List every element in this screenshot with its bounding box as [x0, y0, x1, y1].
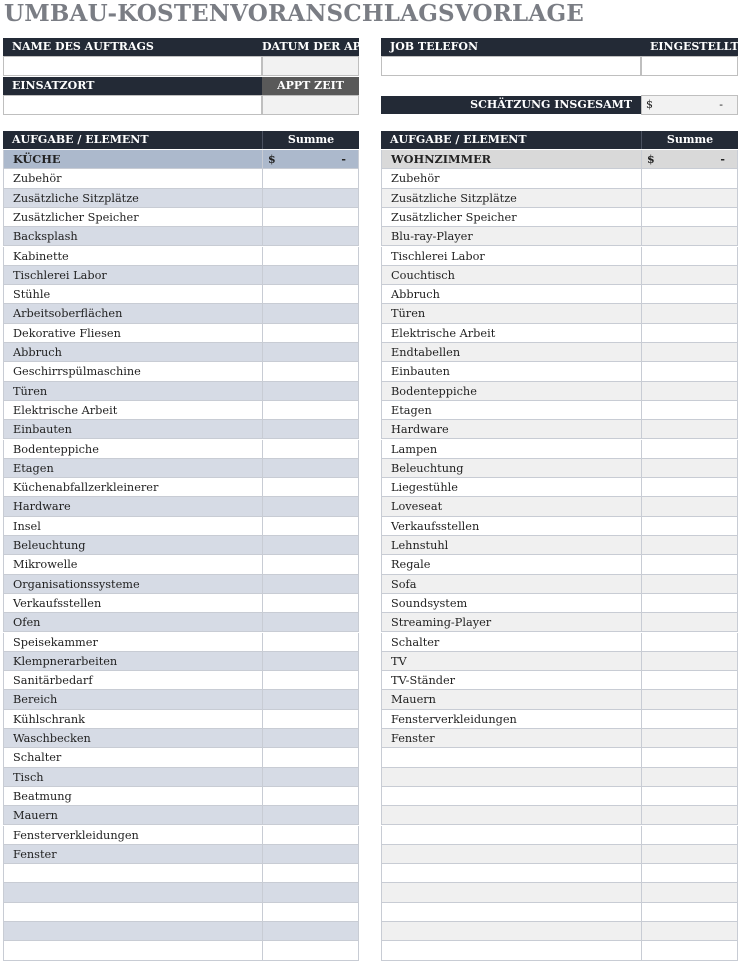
task-cell[interactable]: Mauern [4, 806, 263, 824]
sum-cell[interactable] [642, 401, 739, 419]
task-cell[interactable]: Türen [4, 382, 263, 400]
job-phone-label: JOB TELEFON [381, 38, 641, 56]
task-cell[interactable] [382, 787, 642, 805]
table-row [381, 864, 738, 883]
task-cell[interactable]: Hardware [382, 420, 642, 438]
sum-cell[interactable] [642, 710, 739, 728]
table-row [381, 922, 738, 941]
table-row [3, 343, 359, 362]
task-cell[interactable]: Bodenteppiche [4, 440, 263, 458]
sum-cell[interactable] [642, 285, 739, 303]
task-cell[interactable]: Backsplash [4, 227, 263, 245]
sum-cell[interactable] [642, 806, 739, 824]
category-currency: $ [268, 153, 276, 166]
table-row [381, 633, 738, 652]
sum-cell[interactable] [642, 536, 739, 554]
table-row [3, 690, 359, 709]
task-cell[interactable]: Zusätzlicher Speicher [4, 208, 263, 226]
task-cell[interactable]: Zusätzliche Sitzplätze [4, 189, 263, 207]
sum-cell[interactable] [263, 806, 360, 824]
sum-cell[interactable] [642, 555, 739, 573]
table-row [3, 478, 359, 497]
table-row [381, 208, 738, 227]
sum-cell[interactable] [263, 189, 360, 207]
sum-cell[interactable] [263, 748, 360, 766]
hired-input[interactable] [641, 56, 738, 76]
task-cell[interactable]: Stühle [4, 285, 263, 303]
sum-cell[interactable] [642, 864, 739, 882]
category-amount: - [341, 153, 346, 166]
task-cell[interactable] [4, 903, 263, 921]
task-cell[interactable]: Kühlschrank [4, 710, 263, 728]
task-cell[interactable]: Etagen [4, 459, 263, 477]
task-cell[interactable]: Zubehör [382, 169, 642, 187]
sum-cell[interactable] [642, 420, 739, 438]
sum-cell[interactable] [642, 903, 739, 921]
sum-cell[interactable] [642, 208, 739, 226]
sum-cell[interactable] [642, 227, 739, 245]
table-row [3, 227, 359, 246]
sum-cell[interactable] [263, 633, 360, 651]
sum-cell[interactable] [642, 787, 739, 805]
table-row [381, 671, 738, 690]
table-row [3, 536, 359, 555]
sum-cell[interactable] [642, 478, 739, 496]
task-cell[interactable]: Speisekammer [4, 633, 263, 651]
sum-cell[interactable] [642, 266, 739, 284]
category-row [381, 150, 738, 169]
sum-cell[interactable] [642, 459, 739, 477]
table-row [381, 787, 738, 806]
table-row [381, 266, 738, 285]
hired-label: EINGESTELLT V [641, 38, 738, 56]
estimate-total-value [641, 95, 738, 115]
table-row [3, 555, 359, 574]
task-cell[interactable]: Türen [382, 304, 642, 322]
job-name-input[interactable] [3, 56, 262, 76]
task-cell[interactable]: Einbauten [4, 420, 263, 438]
task-cell[interactable]: Fensterverkleidungen [382, 710, 642, 728]
sum-cell[interactable] [263, 420, 360, 438]
table-row [3, 787, 359, 806]
table-row [3, 304, 359, 323]
sum-cell[interactable] [642, 304, 739, 322]
sum-cell[interactable] [263, 729, 360, 747]
category-label[interactable]: KÜCHE [4, 150, 263, 168]
task-cell[interactable]: Elektrische Arbeit [382, 324, 642, 342]
task-cell[interactable]: Schalter [382, 633, 642, 651]
category-currency: $ [647, 153, 655, 166]
appt-time-label: APPT ZEIT [262, 77, 359, 95]
sum-cell[interactable] [263, 883, 360, 901]
appt-date-input[interactable] [262, 56, 359, 76]
task-cell[interactable]: Zusätzliche Sitzplätze [382, 189, 642, 207]
task-cell[interactable]: Endtabellen [382, 343, 642, 361]
task-cell[interactable]: Bodenteppiche [382, 382, 642, 400]
sum-cell[interactable] [642, 497, 739, 515]
sum-cell[interactable] [642, 189, 739, 207]
sum-cell[interactable] [263, 941, 360, 959]
table-row [3, 826, 359, 845]
sum-cell[interactable] [642, 247, 739, 265]
task-cell[interactable] [382, 845, 642, 863]
job-phone-input[interactable] [381, 56, 641, 76]
task-cell[interactable]: Hardware [4, 497, 263, 515]
table-row [3, 633, 359, 652]
table-row [3, 517, 359, 536]
right-task-header: AUFGABE / ELEMENT [381, 131, 641, 149]
sum-cell[interactable] [263, 671, 360, 689]
task-cell[interactable]: Elektrische Arbeit [4, 401, 263, 419]
sum-cell[interactable] [642, 652, 739, 670]
table-row [381, 826, 738, 845]
table-row [381, 189, 738, 208]
table-row [3, 247, 359, 266]
task-cell[interactable]: Fenster [4, 845, 263, 863]
table-row [381, 652, 738, 671]
appt-date-label: DATUM DER APPT [262, 38, 359, 56]
task-cell[interactable]: Couchtisch [382, 266, 642, 284]
sum-cell[interactable] [263, 324, 360, 342]
table-row [381, 883, 738, 902]
category-sum[interactable] [263, 150, 360, 168]
sum-cell[interactable] [642, 845, 739, 863]
task-cell[interactable] [382, 826, 642, 844]
task-cell[interactable]: Waschbecken [4, 729, 263, 747]
category-sum[interactable] [642, 150, 739, 168]
sum-cell[interactable] [263, 555, 360, 573]
table-row [3, 748, 359, 767]
sum-cell[interactable] [642, 594, 739, 612]
table-row [381, 845, 738, 864]
table-row [3, 401, 359, 420]
task-cell[interactable]: Beatmung [4, 787, 263, 805]
task-cell[interactable]: Fensterverkleidungen [4, 826, 263, 844]
sum-cell[interactable] [642, 440, 739, 458]
sum-cell[interactable] [642, 768, 739, 786]
table-row [381, 304, 738, 323]
table-row [381, 941, 738, 960]
task-cell[interactable]: Loveseat [382, 497, 642, 515]
task-cell[interactable]: Lampen [382, 440, 642, 458]
sum-cell[interactable] [642, 748, 739, 766]
sum-cell[interactable] [263, 169, 360, 187]
sum-cell[interactable] [263, 401, 360, 419]
task-cell[interactable]: Küchenabfallzerkleinerer [4, 478, 263, 496]
table-row [3, 941, 359, 960]
task-cell[interactable] [382, 748, 642, 766]
category-row [3, 150, 359, 169]
table-row [381, 594, 738, 613]
sum-cell[interactable] [642, 382, 739, 400]
table-row [3, 710, 359, 729]
task-cell[interactable] [382, 883, 642, 901]
table-row [381, 768, 738, 787]
sum-cell[interactable] [642, 362, 739, 380]
job-name-label: NAME DES AUFTRAGS [3, 38, 262, 56]
table-row [3, 652, 359, 671]
task-cell[interactable]: Insel [4, 517, 263, 535]
task-cell[interactable]: Blu-ray-Player [382, 227, 642, 245]
sum-cell[interactable] [642, 826, 739, 844]
table-row [381, 729, 738, 748]
task-cell[interactable]: Abbruch [4, 343, 263, 361]
sum-cell[interactable] [642, 922, 739, 940]
table-row [3, 324, 359, 343]
sum-cell[interactable] [263, 922, 360, 940]
table-row [381, 575, 738, 594]
task-cell[interactable]: Zubehör [4, 169, 263, 187]
table-row [3, 362, 359, 381]
table-row [3, 420, 359, 439]
table-row [381, 401, 738, 420]
sum-cell[interactable] [642, 883, 739, 901]
task-cell[interactable]: TV [382, 652, 642, 670]
task-cell[interactable]: Tischlerei Labor [4, 266, 263, 284]
table-row [381, 536, 738, 555]
task-cell[interactable]: Tischlerei Labor [382, 247, 642, 265]
table-row [381, 227, 738, 246]
task-cell[interactable] [382, 806, 642, 824]
table-row [381, 710, 738, 729]
sum-cell[interactable] [263, 575, 360, 593]
sum-cell[interactable] [642, 633, 739, 651]
sum-cell[interactable] [263, 517, 360, 535]
task-cell[interactable]: Beleuchtung [4, 536, 263, 554]
task-cell[interactable]: Sanitärbedarf [4, 671, 263, 689]
task-cell[interactable] [382, 922, 642, 940]
table-row [381, 613, 738, 632]
table-row [381, 382, 738, 401]
task-cell[interactable]: Sofa [382, 575, 642, 593]
task-cell[interactable]: Schalter [4, 748, 263, 766]
sum-cell[interactable] [263, 787, 360, 805]
sum-cell[interactable] [263, 497, 360, 515]
estimate-total-amount: - [719, 98, 723, 111]
table-row [3, 922, 359, 941]
sum-cell[interactable] [263, 536, 360, 554]
table-row [381, 497, 738, 516]
task-cell[interactable] [4, 883, 263, 901]
table-row [381, 748, 738, 767]
table-row [3, 169, 359, 188]
task-cell[interactable]: Ofen [4, 613, 263, 631]
task-cell[interactable]: Liegestühle [382, 478, 642, 496]
sum-cell[interactable] [263, 710, 360, 728]
estimate-total-currency: $ [646, 98, 653, 111]
task-cell[interactable] [4, 941, 263, 959]
task-cell[interactable]: Regale [382, 555, 642, 573]
task-cell[interactable]: Lehnstuhl [382, 536, 642, 554]
category-amount: - [720, 153, 725, 166]
table-row [381, 343, 738, 362]
task-cell[interactable]: Verkaufsstellen [4, 594, 263, 612]
table-row [3, 594, 359, 613]
task-cell[interactable]: Tisch [4, 768, 263, 786]
table-row [3, 382, 359, 401]
table-row [381, 247, 738, 266]
task-cell[interactable]: Dekorative Fliesen [4, 324, 263, 342]
task-cell[interactable]: Bereich [4, 690, 263, 708]
category-label[interactable]: WOHNZIMMER [382, 150, 642, 168]
table-row [3, 459, 359, 478]
sum-cell[interactable] [263, 613, 360, 631]
sum-cell[interactable] [263, 304, 360, 322]
sum-cell[interactable] [263, 266, 360, 284]
table-row [3, 613, 359, 632]
sum-cell[interactable] [263, 903, 360, 921]
task-cell[interactable]: Streaming-Player [382, 613, 642, 631]
table-row [381, 169, 738, 188]
task-cell[interactable]: Abbruch [382, 285, 642, 303]
sum-cell[interactable] [263, 845, 360, 863]
task-cell[interactable] [382, 768, 642, 786]
table-row [381, 806, 738, 825]
table-row [381, 285, 738, 304]
sum-cell[interactable] [642, 517, 739, 535]
table-row [3, 208, 359, 227]
sum-cell[interactable] [263, 594, 360, 612]
sum-cell[interactable] [263, 826, 360, 844]
table-row [3, 883, 359, 902]
task-cell[interactable]: Einbauten [382, 362, 642, 380]
sum-cell[interactable] [263, 382, 360, 400]
sum-cell[interactable] [263, 208, 360, 226]
sum-cell[interactable] [263, 690, 360, 708]
table-row [381, 555, 738, 574]
table-row [3, 575, 359, 594]
task-cell[interactable]: Mauern [382, 690, 642, 708]
table-row [3, 903, 359, 922]
location-input[interactable] [3, 95, 262, 115]
estimate-total-label: SCHÄTZUNG INSGESAMT [381, 96, 641, 114]
table-row [381, 420, 738, 439]
sum-cell[interactable] [642, 941, 739, 959]
table-row [3, 285, 359, 304]
task-cell[interactable]: Fenster [382, 729, 642, 747]
task-cell[interactable]: TV-Ständer [382, 671, 642, 689]
table-row [3, 497, 359, 516]
task-cell[interactable]: Arbeitsoberflächen [4, 304, 263, 322]
task-cell[interactable]: Kabinette [4, 247, 263, 265]
task-cell[interactable]: Beleuchtung [382, 459, 642, 477]
table-row [3, 768, 359, 787]
task-cell[interactable]: Organisationssysteme [4, 575, 263, 593]
table-row [3, 806, 359, 825]
task-cell[interactable]: Zusätzlicher Speicher [382, 208, 642, 226]
task-cell[interactable]: Geschirrspülmaschine [4, 362, 263, 380]
sum-cell[interactable] [263, 864, 360, 882]
task-cell[interactable] [382, 941, 642, 959]
task-cell[interactable] [4, 864, 263, 882]
table-row [3, 729, 359, 748]
table-row [3, 266, 359, 285]
task-cell[interactable]: Klempnerarbeiten [4, 652, 263, 670]
table-row [381, 478, 738, 497]
sum-cell[interactable] [642, 575, 739, 593]
sum-cell[interactable] [263, 478, 360, 496]
table-row [381, 459, 738, 478]
sum-cell[interactable] [263, 459, 360, 477]
sum-cell[interactable] [642, 729, 739, 747]
sum-cell[interactable] [642, 343, 739, 361]
task-cell[interactable]: Etagen [382, 401, 642, 419]
table-row [3, 864, 359, 883]
task-cell[interactable]: Mikrowelle [4, 555, 263, 573]
page-title: UMBAU-KOSTENVORANSCHLAGSVORLAGE [4, 0, 585, 27]
sum-cell[interactable] [263, 440, 360, 458]
sum-cell[interactable] [263, 227, 360, 245]
sum-cell[interactable] [263, 343, 360, 361]
task-cell[interactable]: Soundsystem [382, 594, 642, 612]
table-row [3, 440, 359, 459]
task-cell[interactable] [382, 864, 642, 882]
sum-cell[interactable] [642, 169, 739, 187]
table-row [381, 324, 738, 343]
sum-cell[interactable] [263, 652, 360, 670]
sum-cell[interactable] [642, 690, 739, 708]
left-task-header: AUFGABE / ELEMENT [3, 131, 262, 149]
appt-time-input[interactable] [262, 95, 359, 115]
left-sum-header: Summe [262, 131, 359, 149]
sum-cell[interactable] [263, 768, 360, 786]
sum-cell[interactable] [263, 362, 360, 380]
location-label: EINSATZORT [3, 77, 262, 95]
table-row [381, 440, 738, 459]
task-cell[interactable] [382, 903, 642, 921]
sum-cell[interactable] [263, 285, 360, 303]
sum-cell[interactable] [642, 324, 739, 342]
task-cell[interactable]: Verkaufsstellen [382, 517, 642, 535]
task-cell[interactable] [4, 922, 263, 940]
sum-cell[interactable] [642, 613, 739, 631]
table-row [381, 517, 738, 536]
table-row [381, 690, 738, 709]
right-sum-header: Summe [641, 131, 738, 149]
table-row [381, 362, 738, 381]
table-row [3, 671, 359, 690]
table-row [3, 189, 359, 208]
table-row [3, 845, 359, 864]
sum-cell[interactable] [642, 671, 739, 689]
sum-cell[interactable] [263, 247, 360, 265]
table-row [381, 903, 738, 922]
